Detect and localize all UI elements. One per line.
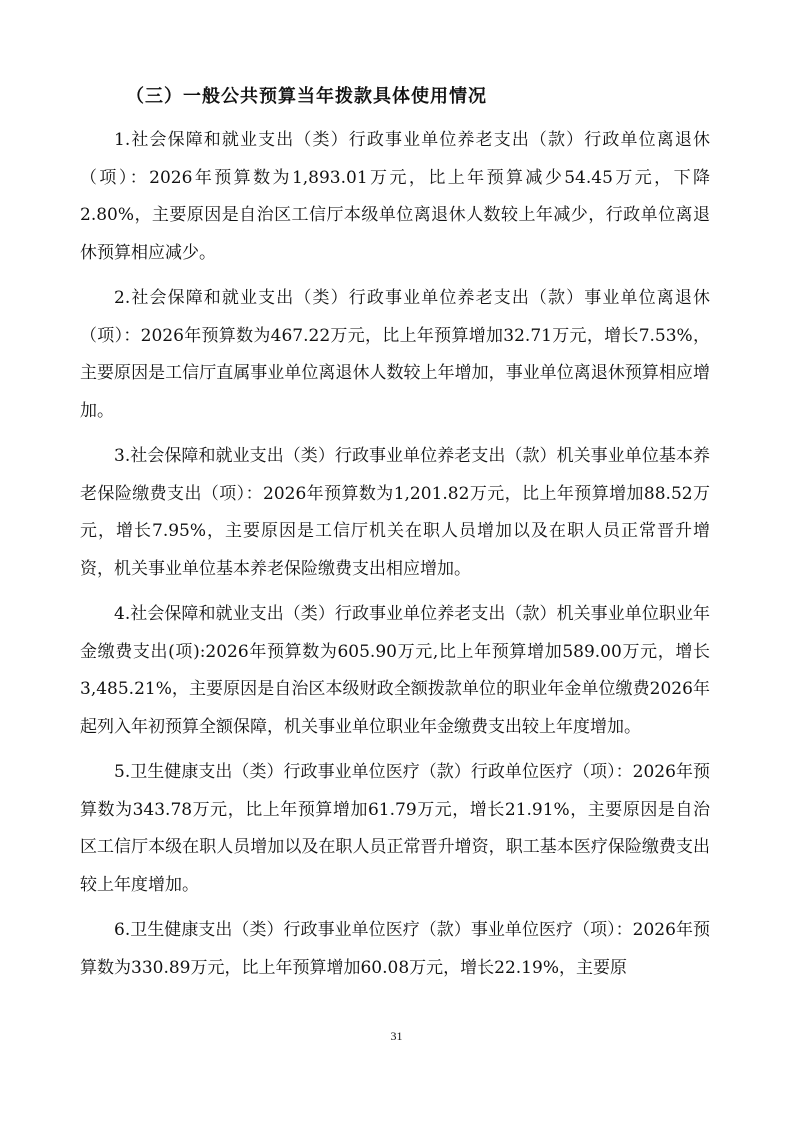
paragraph-4: 4.社会保障和就业支出（类）行政事业单位养老支出（款）机关事业单位职业年金缴费支出(项):2026年预算数为605.90万元,比上年预算增加589.00万元，增长3,485.21%，主要原因是自治区本级财政全额拨款单位的职业年金单位缴费2026年起列入年初预算全额保障，机关事业单位职业年金缴费支出较上年度增加。 — [80, 604, 710, 737]
page-number: 31 — [390, 1029, 403, 1043]
paragraph-5: 5.卫生健康支出（类）行政事业单位医疗（款）行政单位医疗（项）：2026年预算数为343.78万元，比上年预算增加61.79万元，增长21.91%，主要原因是自治区工信厅本级在职人员增加以及在职人员正常晋升增资，职工基本医疗保险缴费支出较上年度增加。 — [80, 762, 710, 895]
paragraph-3: 3.社会保障和就业支出（类）行政事业单位养老支出（款）机关事业单位基本养老保险缴费支出（项）：2026年预算数为1,201.82万元，比上年预算增加88.52万元，增长7.95%，主要原因是工信厅机关在职人员增加以及在职人员正常晋升增资，机关事业单位基本养老保险缴费支出相应增加。 — [80, 446, 710, 579]
paragraph-1: 1.社会保障和就业支出（类）行政事业单位养老支出（款）行政单位离退休（项）：2026年预算数为1,893.01万元，比上年预算减少54.45万元，下降2.80%，主要原因是自治区工信厅本级单位离退休人数较上年减少，行政单位离退休预算相应减少。 — [80, 130, 710, 263]
paragraph-6: 6.卫生健康支出（类）行政事业单位医疗（款）事业单位医疗（项）：2026年预算数为330.89万元，比上年预算增加60.08万元，增长22.19%，主要原 — [80, 920, 710, 978]
document-page — [80, 78, 710, 995]
paragraph-2: 2.社会保障和就业支出（类）行政事业单位养老支出（款）事业单位离退休（项）：2026年预算数为467.22万元，比上年预算增加32.71万元，增长7.53%，主要原因是工信厅直属事业单位离退休人数较上年增加，事业单位离退休预算相应增加。 — [80, 288, 710, 421]
section-heading: （三）一般公共预算当年拨款具体使用情况 — [126, 86, 487, 107]
